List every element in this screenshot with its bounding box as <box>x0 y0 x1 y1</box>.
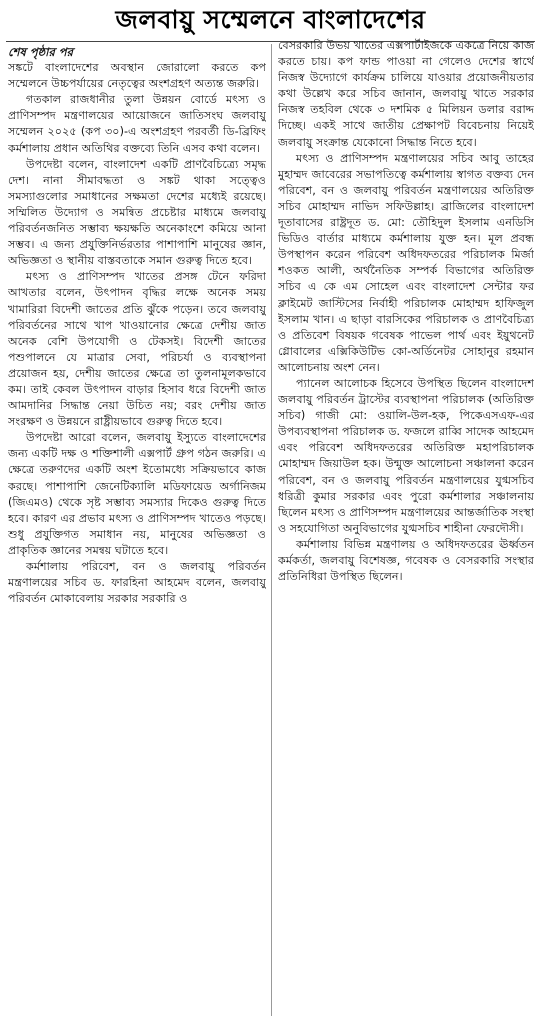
article-column-left <box>8 44 266 1018</box>
article-paragraph: কর্মশালায় পরিবেশ, বন ও জলবায়ু পরিবর্তন মন্ত্রণালয়ের সচিব ড. ফারহিনা আহমেদ বলেন, জলবায়ু পরিবর্তন মোকাবেলায় সরকার সরকারি ও <box>8 560 266 606</box>
article-paragraph: মৎস্য ও প্রাণিসম্পদ মন্ত্রণালয়ের সচিব আবু তাহের মুহাম্মদ জাবেরের সভাপতিত্বে কর্মশালায় স্বাগত বক্তব্য দেন পরিবেশ, বন ও জলবায়ু পরিবর্তন মন্ত্রণালয়ের অতিরিক্ত সচিব মোহাম্মদ নাভিদ সফিউল্লাহ। ব্রাজিলের বাংলাদেশ দূতাবাসের রাষ্ট্রদূত ড. মো: তৌহিদুল ইসলাম এনডিসি ভিডিও বার্তার মাধ্যমে কর্মশালায় যুক্ত হন। মূল প্রবন্ধ উপস্থাপন করেন পরিবেশ অধিদফতরের পরিচালক মির্জা শওকত আলী, অর্থনৈতিক সম্পর্ক বিভাগের অতিরিক্ত সচিব এ কে এম সোহেল এবং বাংলাদেশ সেন্টার ফর ক্লাইমেট জাস্টিসের নির্বাহী পরিচালক মোহাম্মদ হাফিজুল ইসলাম খান। এ ছাড়া বারসিকের পরিচালক ও প্রাণবৈচিত্র্য ও প্রতিবেশ বিষয়ক গবেষক পাভেল পার্থ এবং ইয়ুথনেট গ্লোবালের এক্সিকিউটিভ কো-অর্ডিনেটর সোহানুর রহমান আলোচনায় অংশ নেন। <box>278 151 534 374</box>
article-paragraph: সঙ্কটে বাংলাদেশের অবস্থান জোরালো করতে কপ সম্মেলনে উচ্চপর্যায়ের নেতৃত্বের অংশগ্রহণ অত্যন্ত জরুরি। <box>8 61 266 91</box>
article-paragraph: উপদেষ্টা আরো বলেন, জলবায়ু ইস্যুতে বাংলাদেশের জন্য একটি দক্ষ ও শক্তিশালী এক্সপার্ট গ্রুপ গঠন জরুরি। এ ক্ষেত্রে তরুণদের একটি অংশ ইতোমধ্যে সক্রিয়ভাবে কাজ করছে। পাশাপাশি জেনেটিক্যালি মডিফায়েড অর্গানিজম (জিএমও) থেকে সৃষ্ট সম্ভাব্য সমস্যার দিকেও গুরুত্ব দিতে হবে। কারণ এর প্রভাব মৎস্য ও প্রাণিসম্পদ খাতেও পড়ছে। শুধু প্রযুক্তিগত সমাধান নয়, মানুষের অভিজ্ঞতা ও প্রাকৃতিক জ্ঞানের সমন্বয় ঘটাতে হবে। <box>8 431 266 557</box>
headline: জলবায়ু সম্মেলনে বাংলাদেশের <box>115 5 426 34</box>
article-paragraph: প্যানেল আলোচক হিসেবে উপস্থিত ছিলেন বাংলাদেশ জলবায়ু পরিবর্তন ট্রাস্টের ব্যবস্থাপনা পরিচালক (অতিরিক্ত সচিব) গাজী মো: ওয়ালি-উল-হক, পিকেএসএফ-এর উপব্যবস্থাপনা পরিচালক ড. ফজলে রাব্বি সাদেক আহমেদ এবং পরিবেশ অধিদফতরের অতিরিক্ত মহাপরিচালক মোহাম্মদ জিয়াউল হক। উন্মুক্ত আলোচনা সঞ্চালনা করেন পরিবেশ, বন ও জলবায়ু পরিবর্তন মন্ত্রণালয়ের যুগ্মসচিব ধরিত্রী কুমার সরকার এবং পুরো কর্মশালার সঞ্চালনায় ছিলেন মৎস্য ও প্রাণিসম্পদ মন্ত্রণালয়ের আন্তর্জাতিক সংস্থা ও সহযোগিতা অনুবিভাগের যুগ্মসচিব শাহীনা ফেরদৌসী। <box>278 376 534 535</box>
article-column-right <box>278 38 534 1018</box>
article-paragraph: বেসরকারি উভয় খাতের এক্সপার্টাইজকে একত্রে নিয়ে কাজ করতে চায়। কপ ফান্ড পাওয়া না গেলেও দেশের স্বার্থে নিজস্ব উদ্যোগে কার্যক্রম চালিয়ে যাওয়ার প্রয়োজনীয়তার কথা উল্লেখ করে সচিব জানান, জলবায়ু খাতে সরকার নিজস্ব তহবিল থেকে ৩ দশমিক ৫ মিলিয়ন ডলার বরাদ্দ দিচ্ছে। একই সাথে জাতীয় প্রেক্ষাপট বিবেচনায় নিয়েই জলবায়ু সংক্রান্ত যেকোনো সিদ্ধান্ত নিতে হবে। <box>278 39 534 149</box>
article-paragraph: উপদেষ্টা বলেন, বাংলাদেশ একটি প্রাণবৈচিত্র্যে সমৃদ্ধ দেশ। নানা সীমাবদ্ধতা ও সঙ্কট থাকা সত্ত্বেও সমস্যাগুলোর সমাধানের সক্ষমতা দেশের মধ্যেই রয়েছে। সম্মিলিত উদ্যোগ ও সমন্বিত প্রচেষ্টার মাধ্যমে জলবায়ু পরিবর্তনজনিত সম্ভাব্য ক্ষয়ক্ষতি অনেকাংশে কমিয়ে আনা সম্ভব। এ জন্য প্রযুক্তিনির্ভরতার পাশাপাশি মানুষের জ্ঞান, অভিজ্ঞতা ও স্থানীয় বাস্তবতাকে সমান গুরুত্ব দিতে হবে। <box>8 157 266 268</box>
column-divider <box>271 44 272 1016</box>
article-paragraph: মৎস্য ও প্রাণিসম্পদ খাতের প্রসঙ্গ টেনে ফরিদা আখতার বলেন, উৎপাদন বৃদ্ধির লক্ষে অনেক সময় খামারিরা বিদেশী জাতের প্রতি ঝুঁকে পড়েন। তবে জলবায়ু পরিবর্তনের সাথে খাপ খাওয়ানোর ক্ষেত্রে দেশীয় জাত অনেক বেশি উপযোগী ও টেকসই। বিদেশী জাতের পশুপালনে যে মাত্রার সেবা, পরিচর্যা ও ব্যবস্থাপনা প্রয়োজন হয়, দেশীয় জাতের ক্ষেত্রে তা তুলনামূলকভাবে কম। তাই কেবল উৎপাদন বাড়ার হিসাব ধরে বিদেশী জাত আমদানির সিদ্ধান্ত নেয়া উচিত নয়; বরং দেশীয় জাত সংরক্ষণ ও উন্নয়নে রাষ্ট্রীয়ভাবে গুরুত্ব দিতে হবে। <box>8 270 266 429</box>
continuation-kicker: শেষ পৃষ্ঠার পর <box>8 45 73 59</box>
article-paragraph: গতকাল রাজধানীর তুলা উন্নয়ন বোর্ডে মৎস্য ও প্রাণিসম্পদ মন্ত্রণালয়ের আয়োজনে জাতিসংঘ জলবায়ু সম্মেলন ২০২৫ (কপ ৩০)-এ অংশগ্রহণ পরবর্তী ডি-ব্রিফিং কর্মশালায় প্রধান অতিথির বক্তব্যে তিনি এসব কথা বলেন। <box>8 93 266 155</box>
article-paragraph: কর্মশালায় বিভিন্ন মন্ত্রণালয় ও অধিদফতরের ঊর্ধ্বতন কর্মকর্তা, জলবায়ু বিশেষজ্ঞ, গবেষক ও বেসরকারি সংস্থার প্রতিনিধিরা উপস্থিত ছিলেন। <box>278 537 534 584</box>
